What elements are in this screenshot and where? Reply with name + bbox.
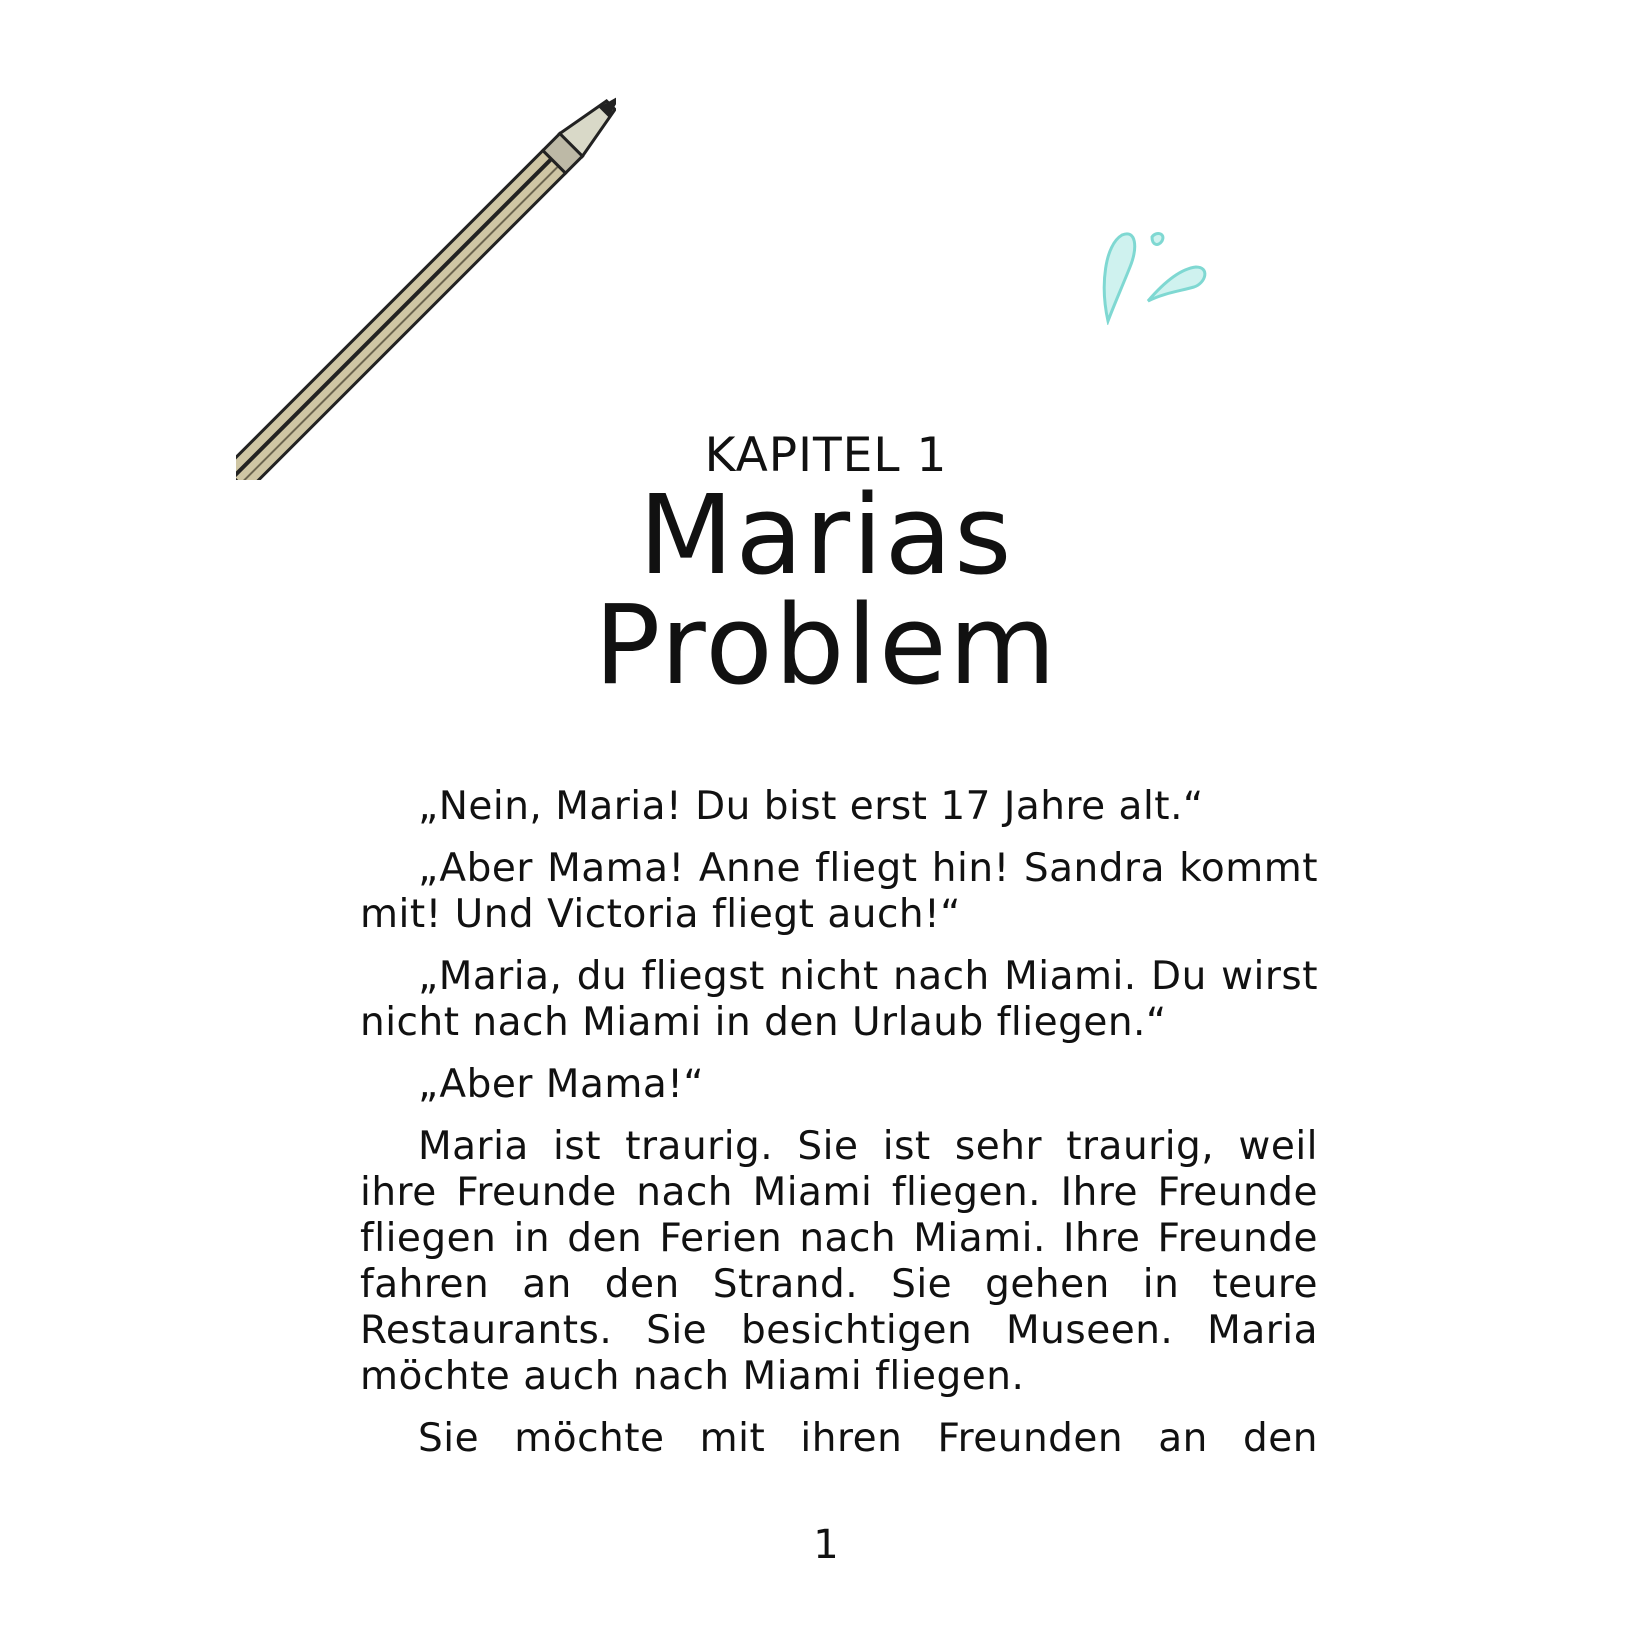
paragraph: Maria ist traurig. Sie ist sehr traurig, weil ihre Freunde nach Miami fliegen. Ihre Freunde fliegen in den Ferien nach Miami. Ihre Freunde fahren an den Strand. Sie gehen in teure Restaurants. Sie besichtigen Museen. Maria möchte auch nach Miami fliegen. (360, 1124, 1318, 1399)
chapter-title-line-2: Problem (594, 581, 1058, 709)
chapter-title-line-1: Marias (638, 471, 1014, 599)
body-text (360, 784, 1318, 1478)
pencil-illustration (236, 80, 616, 480)
paragraph: Sie möchte mit ihren Freunden an den (418, 1416, 1318, 1461)
paragraph: „Aber Mama!“ (418, 1062, 705, 1107)
page-number: 1 (813, 1522, 839, 1568)
chapter-label: KAPITEL 1 (704, 428, 948, 483)
chapter-title (0, 471, 1652, 709)
water-drops-illustration (1100, 225, 1215, 325)
paragraph: „Nein, Maria! Du bist erst 17 Jahre alt.“ (418, 784, 1204, 829)
paragraph: „Maria, du fliegst nicht nach Miami. Du wirst nicht nach Miami in den Urlaub fliegen.“ (360, 954, 1318, 1045)
paragraph: „Aber Mama! Anne fliegt hin! Sandra kommt mit! Und Victoria fliegt auch!“ (360, 846, 1318, 937)
